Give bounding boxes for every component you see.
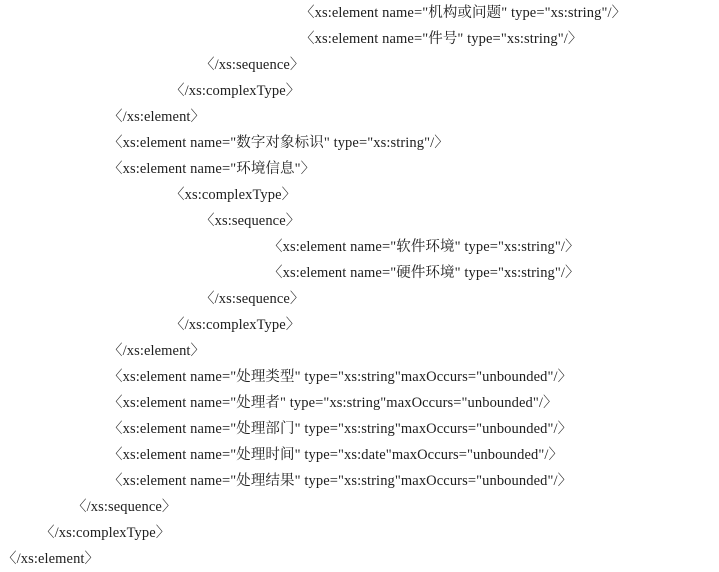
code-line: 〈xs:element name="硬件环境" type="xs:string"/〉 — [268, 265, 580, 281]
code-line: 〈xs:element name="机构或问题" type="xs:string"/〉 — [300, 5, 627, 21]
code-line: 〈/xs:complexType〉 — [170, 317, 301, 333]
code-line: 〈xs:sequence〉 — [200, 213, 301, 229]
code-line: 〈/xs:sequence〉 — [200, 291, 305, 307]
code-line: 〈xs:element name="处理时间" type="xs:date"maxOccurs="unbounded"/〉 — [108, 447, 564, 463]
code-line: 〈/xs:element〉 — [2, 551, 100, 567]
code-line: 〈xs:element name="处理结果" type="xs:string"maxOccurs="unbounded"/〉 — [108, 473, 573, 489]
code-line: 〈xs:element name="软件环境" type="xs:string"/〉 — [268, 239, 580, 255]
code-line: 〈/xs:sequence〉 — [72, 499, 177, 515]
code-line: 〈xs:element name="数字对象标识" type="xs:string"/〉 — [108, 135, 449, 151]
code-line: 〈/xs:complexType〉 — [170, 83, 301, 99]
code-line: 〈/xs:complexType〉 — [40, 525, 171, 541]
code-line: 〈xs:element name="件号" type="xs:string"/〉 — [300, 31, 583, 47]
code-line: 〈xs:complexType〉 — [170, 187, 297, 203]
code-line: 〈xs:element name="处理部门" type="xs:string"maxOccurs="unbounded"/〉 — [108, 421, 573, 437]
code-line: 〈/xs:element〉 — [108, 343, 206, 359]
code-line: 〈xs:element name="处理者" type="xs:string"maxOccurs="unbounded"/〉 — [108, 395, 558, 411]
code-line: 〈/xs:sequence〉 — [200, 57, 305, 73]
code-line: 〈/xs:element〉 — [108, 109, 206, 125]
code-line: 〈xs:element name="处理类型" type="xs:string"maxOccurs="unbounded"/〉 — [108, 369, 573, 385]
code-line: 〈xs:element name="环境信息"〉 — [108, 161, 316, 177]
